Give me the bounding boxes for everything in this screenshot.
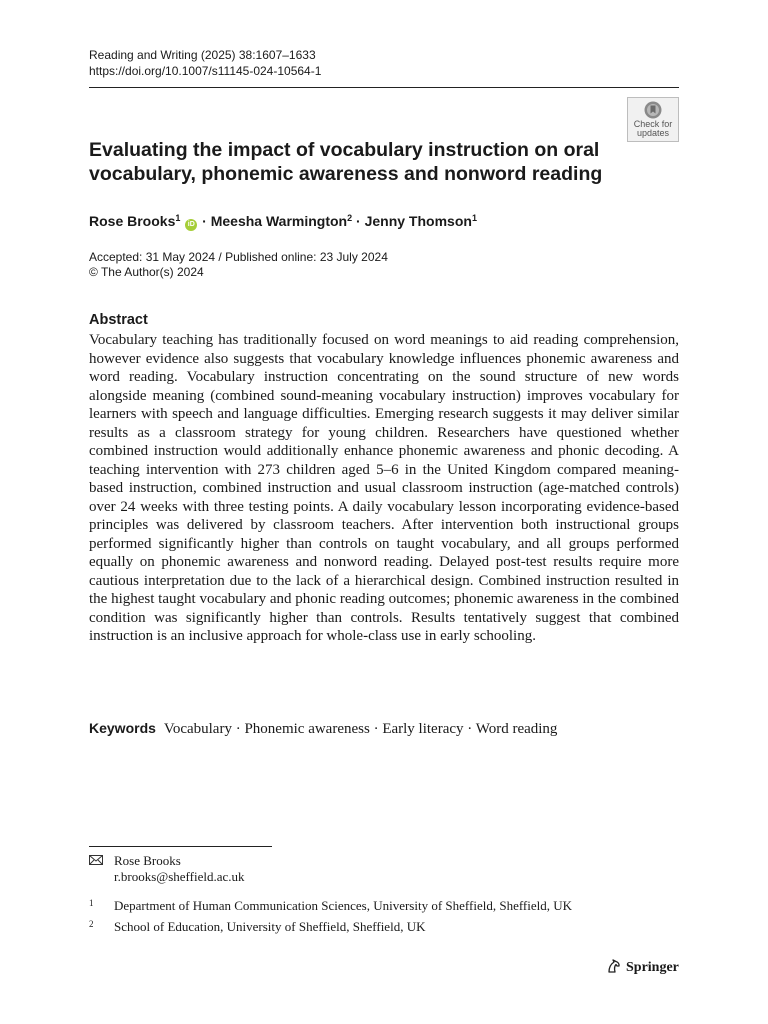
affiliation-number: 1 bbox=[89, 898, 94, 908]
header-rule bbox=[89, 87, 679, 88]
envelope-icon bbox=[89, 855, 103, 865]
corresponding-name: Rose Brooks bbox=[114, 853, 181, 868]
keywords-list: Vocabulary · Phonemic awareness · Early literacy · Word reading bbox=[163, 721, 558, 737]
corresponding-email[interactable]: r.brooks@sheffield.ac.uk bbox=[114, 869, 245, 884]
affiliation-text: School of Education, University of Sheffield, Sheffield, UK bbox=[114, 919, 426, 934]
affiliation-1 bbox=[89, 898, 572, 914]
author-separator: · bbox=[202, 213, 207, 229]
doi-link[interactable]: https://doi.org/10.1007/s11145-024-10564-1 bbox=[89, 64, 322, 78]
footnote-rule bbox=[89, 846, 272, 847]
author-affil-mark: 2 bbox=[347, 213, 353, 223]
publication-dates bbox=[89, 250, 388, 280]
journal-citation: Reading and Writing (2025) 38:1607–1633 bbox=[89, 48, 316, 62]
orcid-icon[interactable]: iD bbox=[185, 219, 197, 231]
abstract-heading: Abstract bbox=[89, 312, 148, 328]
author-affil-mark: 1 bbox=[471, 213, 477, 223]
paper-title: Evaluating the impact of vocabulary instruction on oral vocabulary, phonemic awareness and nonword reading bbox=[89, 139, 603, 185]
author-affil-mark: 1 bbox=[175, 213, 181, 223]
check-for-updates-badge[interactable] bbox=[627, 97, 679, 142]
author-name[interactable]: Rose Brooks bbox=[89, 213, 176, 229]
journal-header bbox=[89, 47, 321, 79]
abstract-text: Vocabulary teaching has traditionally focused on word meanings to aid reading comprehension, however evidence also suggests that vocabulary knowledge influences phonemic awareness and word reading. Vocabulary instruction concentrating on the sound structure of new words alongside meaning (combined sound-meaning vocabulary instruction) improves vocabulary for learners with speech and language difficulties. Emerging research suggests it may deliver similar results as a classroom strategy for young children. Researchers have questioned whether combined instruction would additionally enhance phonemic awareness and phonic decoding. A teaching intervention with 273 children aged 5–6 in the United Kingdom compared meaning-based instruction, combined instruction and usual classroom instruction (age-matched controls) over 24 weeks with three testing points. A daily vocabulary lesson incorporating evidence-based principles was delivered by classroom teachers. After intervention both instructional groups performed significantly higher than controls on taught vocabulary, and all groups performed equally on phonemic awareness and nonword reading. Delayed post-test results require more cautious interpretation due to the lack of a hierarchical design. Combined instruction resulted in the highest taught vocabulary and phonic reading outcomes; phonemic awareness in the combined condition was significantly higher than controls. Results tentatively suggest that combined instruction is an inclusive approach for whole-class use in early schooling. bbox=[89, 332, 679, 644]
author-separator: · bbox=[356, 213, 361, 229]
corresponding-author bbox=[89, 853, 245, 885]
copyright-line: © The Author(s) 2024 bbox=[89, 265, 204, 279]
badge-line-2: updates bbox=[636, 128, 670, 138]
author-name[interactable]: Meesha Warmington bbox=[210, 213, 348, 229]
accepted-published-line: Accepted: 31 May 2024 / Published online: 23 July 2024 bbox=[89, 250, 388, 264]
author-list bbox=[89, 209, 477, 231]
publisher-name: Springer bbox=[626, 960, 679, 975]
badge-line-1: Check for bbox=[633, 119, 673, 129]
affiliation-number: 2 bbox=[89, 919, 94, 929]
author-name[interactable]: Jenny Thomson bbox=[364, 213, 472, 229]
affiliation-text: Department of Human Communication Sciences, University of Sheffield, Sheffield, UK bbox=[114, 898, 573, 913]
keywords-line bbox=[89, 719, 557, 738]
keywords-label: Keywords bbox=[89, 720, 156, 736]
bookmark-icon bbox=[644, 101, 662, 119]
publisher-logo bbox=[606, 958, 679, 977]
springer-horse-icon bbox=[606, 958, 622, 974]
affiliation-2 bbox=[89, 919, 425, 935]
